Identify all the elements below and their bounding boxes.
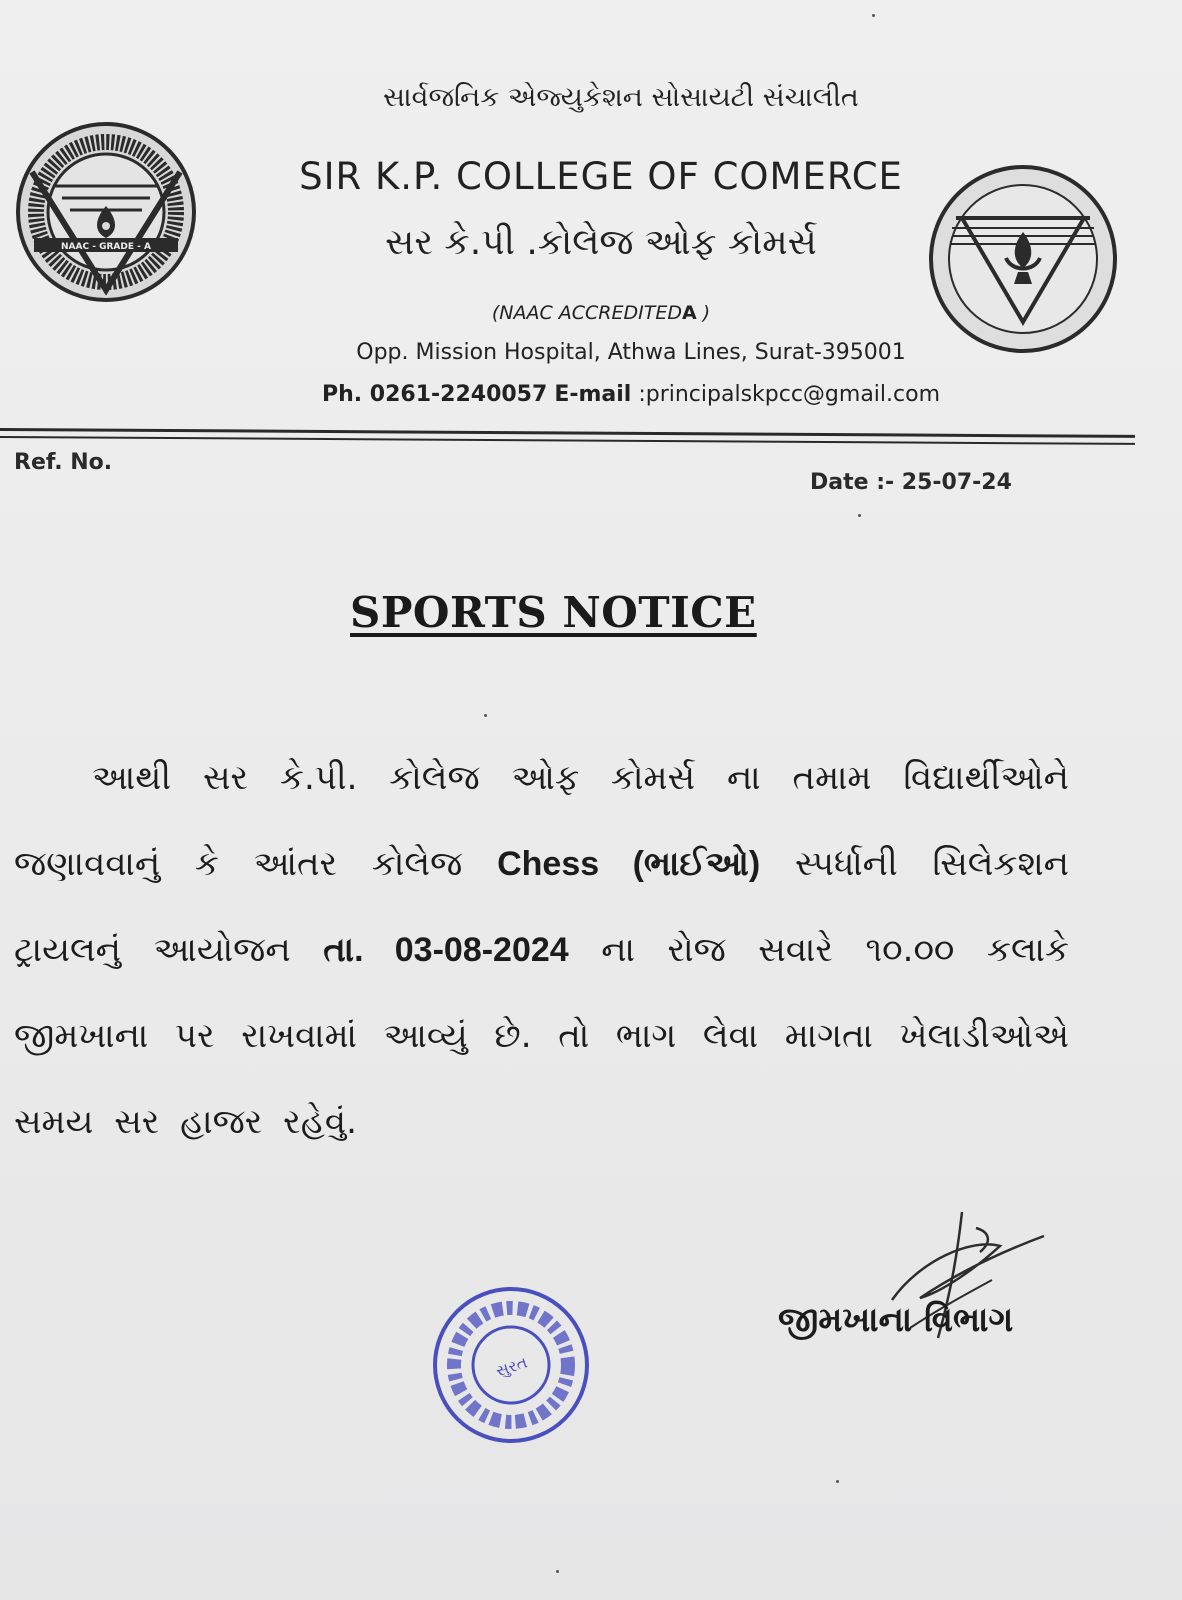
college-name-gujarati: સર કે.પી .કોલેજ ઓફ કોમર્સ: [385, 222, 817, 263]
paper-speck: [836, 1480, 839, 1483]
reference-number-label: Ref. No.: [14, 450, 113, 475]
paper-speck: [858, 514, 861, 517]
notice-text-part3: ના રોજ સવારે ૧૦.૦૦ કલાકે જીમખાના પર રાખવામાં આવ્યું છે. તો ભાગ લેવા માગતા ખેલાડીઓએ સમય સર હાજર રહેવું.: [14, 930, 1069, 1142]
notice-title: SPORTS NOTICE: [350, 588, 757, 637]
phone: Ph. 0261-2240057: [321, 382, 548, 407]
notice-text-part1: આથી સર કે.પી. કોલેજ ઓફ કોમર્સ ના તમામ વિદ્યાર્થીઓને જણાવવાનું કે આંતર કોલેજ: [14, 758, 1069, 884]
accreditation-grade: A: [681, 302, 697, 324]
college-logo-right: [926, 162, 1120, 356]
department-name: જીમખાના વિભાગ: [778, 1300, 1014, 1340]
notice-date: Date :- 25-07-24: [810, 470, 1012, 495]
paper-speck: [872, 14, 875, 17]
event-name: Chess (ભાઈઓ): [497, 845, 761, 883]
accreditation-label: (NAAC ACCREDITED: [491, 302, 682, 324]
paper-speck: [484, 714, 487, 717]
event-date: તા. 03-08-2024: [323, 931, 569, 969]
header-rule-thin: [0, 436, 1135, 445]
naac-grade-badge: NAAC - GRADE - A: [61, 242, 151, 252]
society-name: સાર્વજનિક એજ્યુકેશન સોસાયટી સંચાલીત: [383, 82, 859, 113]
college-logo-left: [14, 120, 198, 304]
college-name: SIR K.P. COLLEGE OF COMERCE: [299, 155, 903, 198]
college-address: Opp. Mission Hospital, Athwa Lines, Surat-395001: [356, 340, 906, 365]
accreditation-close: ): [696, 302, 711, 324]
contact-line: [40, 382, 1182, 407]
paper-speck: [556, 1570, 559, 1573]
notice-body: [14, 735, 1069, 1165]
email-label: E-mail: [554, 382, 632, 407]
stamp-city: સુરત: [493, 1352, 530, 1381]
email: :principalskpcc@gmail.com: [638, 382, 941, 407]
notice-text-part2: સ્પર્ધાની સિલેકશન ટ્રાયલનું આયોજન: [14, 844, 1069, 970]
college-stamp: [428, 1282, 594, 1448]
